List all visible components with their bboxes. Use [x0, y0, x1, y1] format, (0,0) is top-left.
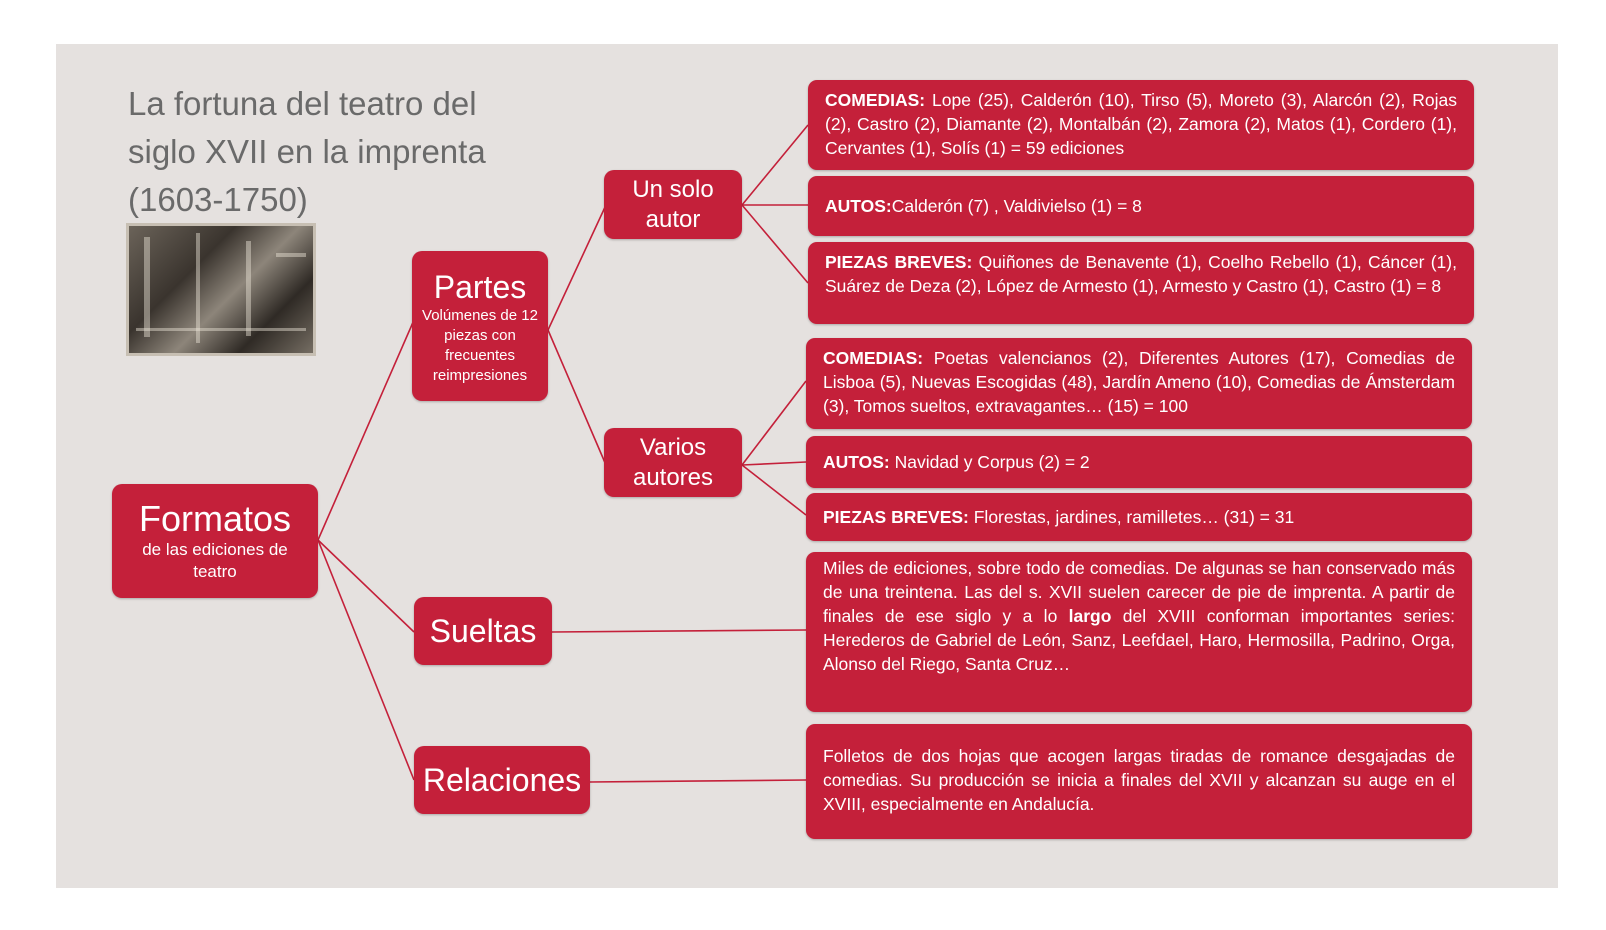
varios-piezas-head: PIEZAS BREVES: — [823, 507, 969, 527]
sueltas-info-bold: largo — [1068, 606, 1112, 626]
solo-piezas-box — [808, 242, 1474, 324]
varios-autos-head: AUTOS: — [823, 452, 890, 472]
solo-piezas-text: Quiñones de Benavente (1), Coelho Rebello (1), Cáncer (1), Suárez de Deza (2), López de Armesto (1), Armesto y Castro (1), Castro (1) = 8 — [825, 252, 1457, 296]
varios-comedias-text: Poetas valencianos (2), Diferentes Autores (17), Comedias de Lisboa (5), Nuevas Escogidas (48), Jardín Ameno (10), Comedias de Ámsterdam (3), Tomos sueltos, extravagantes… (15) = 100 — [823, 348, 1455, 416]
sueltas-label: Sueltas — [429, 613, 537, 649]
un-solo-autor-node — [604, 170, 742, 239]
relaciones-label: Relaciones — [422, 762, 582, 798]
solo-comedias-box — [808, 80, 1474, 170]
varios-piezas-text: Florestas, jardines, ramilletes… (31) = 31 — [968, 507, 1295, 527]
solo-autos-box — [808, 176, 1474, 236]
solo-autos-text: Calderón (7) , Valdivielso (1) = 8 — [891, 196, 1142, 216]
un-solo-autor-label: Un solo autor — [632, 175, 714, 233]
formatos-node — [112, 484, 318, 598]
partes-sub: Volúmenes de 12 piezas con frecuentes reimpresiones — [422, 307, 538, 384]
sueltas-info-box — [806, 552, 1472, 712]
partes-node — [412, 251, 548, 401]
varios-piezas-box — [806, 493, 1472, 541]
varios-autos-box — [806, 436, 1472, 488]
sueltas-info-post: del XVIII conforman importantes series: Herederos de Gabriel de León, Sanz, Leefdael, Haro, Hermosilla, Padrino, Orga, Alonso del Riego, Santa Cruz… — [823, 606, 1455, 674]
formatos-label: Formatos — [138, 498, 292, 539]
relaciones-info-box — [806, 724, 1472, 839]
varios-comedias-box — [806, 338, 1472, 429]
sueltas-info-pre: Miles de ediciones, sobre todo de comedias. De algunas se han conservado más de una treintena. Las del s. XVII suelen carecer de pie de imprenta. A partir de finales de ese siglo y a lo — [823, 558, 1455, 626]
varios-autores-label: Varios autores — [632, 433, 714, 491]
sueltas-node — [414, 597, 552, 665]
varios-comedias-head: COMEDIAS: — [823, 348, 924, 368]
relaciones-info-text: Folletos de dos hojas que acogen largas tiradas de romance desgajadas de comedias. Su producción se inicia a finales del XVII y alcanzan su auge en el XVIII, especialmente en Andalucía. — [823, 746, 1455, 814]
solo-piezas-head: PIEZAS BREVES: — [825, 252, 973, 272]
printing-press-engraving — [126, 223, 316, 356]
formatos-sub: de las ediciones de teatro — [142, 540, 288, 581]
varios-autos-text: Navidad y Corpus (2) = 2 — [889, 452, 1090, 472]
varios-autores-node — [604, 428, 742, 497]
solo-autos-head: AUTOS: — [825, 196, 892, 216]
solo-comedias-text: Lope (25), Calderón (10), Tirso (5), Moreto (3), Alarcón (2), Rojas (2), Castro (2), Diamante (2), Montalbán (2), Zamora (2), Matos (1), Cordero (1), Cervantes (1), Solís (1) = 59 ediciones — [825, 90, 1457, 158]
slide-title: La fortuna del teatro del siglo XVII en la imprenta (1603-1750) — [128, 85, 486, 218]
partes-label: Partes — [433, 269, 527, 305]
solo-comedias-head: COMEDIAS: — [825, 90, 926, 110]
relaciones-node — [414, 746, 590, 814]
